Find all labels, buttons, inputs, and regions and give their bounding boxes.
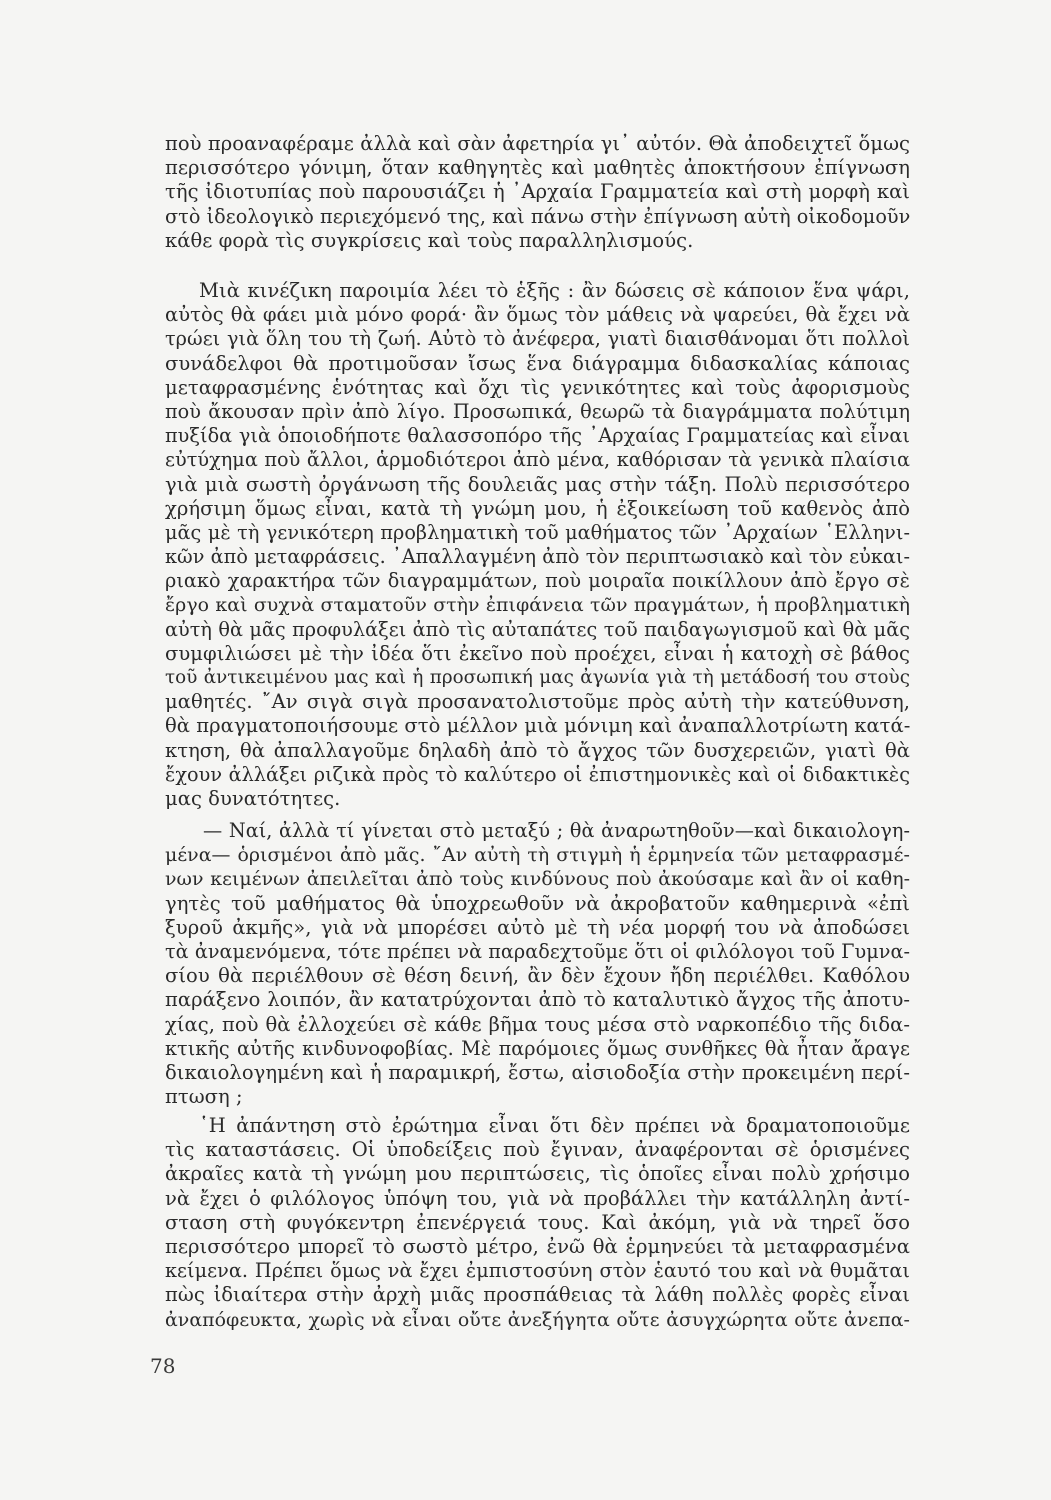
text-line: παράξενο λοιπόν, ἂν κατατρύχονται ἀπὸ τὸ καταλυτικὸ ἄγχος τῆς ἀποτυ-	[165, 988, 910, 1012]
text-line: συμφιλιώσει μὲ τὴν ἰδέα ὅτι ἐκεῖνο ποὺ προέχει, εἶναι ἡ κατοχὴ σὲ βάθος	[165, 641, 910, 665]
text-line: ἔργο καὶ συχνὰ σταματοῦν στὴν ἐπιφάνεια τῶν πραγμάτων, ἡ προβληματικὴ	[165, 594, 910, 617]
page-number: 78	[150, 1354, 176, 1378]
text-line: κάθε φορὰ τὶς συγκρίσεις καὶ τοὺς παραλληλισμούς.	[165, 228, 694, 252]
text-line: χίας, ποὺ θὰ ἐλλοχεύει σὲ κάθε βῆμα τους μέσα στὸ ναρκοπέδιο τῆς διδα-	[165, 1012, 910, 1036]
text-line: πτωση ;	[165, 1085, 243, 1109]
text-line: μᾶς μὲ τὴ γενικότερη προβληματικὴ τοῦ μαθήματος τῶν ᾿Αρχαίων ῾Ελληνι-	[165, 520, 910, 544]
text-line: κτηση, θὰ ἀπαλλαγοῦμε δηλαδὴ ἀπὸ τὸ ἄγχος τῶν δυσχερειῶν, γιατὶ θὰ	[165, 738, 910, 762]
text-line: ποὺ ἄκουσαν πρὶν ἀπὸ λίγο. Προσωπικά, θεωρῶ τὰ διαγράμματα πολύτιμη	[165, 399, 910, 423]
paragraph-3	[165, 819, 910, 1109]
text-line: νων κειμένων ἀπειλεῖται ἀπὸ τοὺς κινδύνους ποὺ ἀκούσαμε καὶ ἂν οἱ καθη-	[165, 868, 910, 891]
text-line: ποὺ προαναφέραμε ἀλλὰ καὶ σὰν ἀφετηρία γι᾿ αὐτόν. Θὰ ἀποδειχτεῖ ὅμως	[165, 132, 910, 155]
text-line: τοῦ ἀντικειμένου μας καὶ ἡ προσωπική μας ἀγωνία γιὰ τὴ μετάδοσή του στοὺς	[165, 667, 910, 688]
text-line: γιὰ μιὰ σωστὴ ὀργάνωση τῆς δουλειᾶς μας στὴν τάξη. Πολὺ περισσότερο	[165, 472, 910, 496]
text-line: χρήσιμη ὅμως εἶναι, κατὰ τὴ γνώμη μου, ἡ ἐξοικείωση τοῦ καθενὸς ἀπὸ	[165, 496, 910, 520]
text-line: πὼς ἰδιαίτερα στὴν ἀρχὴ μιᾶς προσπάθειας τὰ λάθη πολλὲς φορὲς εἶναι	[165, 1283, 910, 1307]
text-line: ξυροῦ ἀκμῆς», γιὰ νὰ μπορέσει αὐτὸ μὲ τὴ νέα μορφή του νὰ ἀποδώσει	[165, 915, 910, 939]
text-line: πυξίδα γιὰ ὁποιοδήποτε θαλασσοπόρο τῆς ᾿Αρχαίας Γραμματείας καὶ εἶναι	[165, 424, 910, 448]
text-line: δικαιολογημένη καὶ ἡ παραμικρή, ἔστω, αἰσιοδοξία στὴν προκειμένη περί-	[165, 1060, 910, 1084]
text-line: ριακὸ χαρακτήρα τῶν διαγραμμάτων, ποὺ μοιραῖα ποικίλλουν ἀπὸ ἔργο σὲ	[165, 569, 910, 593]
text-line: νὰ ἔχει ὁ φιλόλογος ὑπόψη του, γιὰ νὰ προβάλλει τὴν κατάλληλη ἀντί-	[165, 1186, 910, 1210]
text-line: τὶς καταστάσεις. Οἱ ὑποδείξεις ποὺ ἔγιναν, ἀναφέρονται σὲ ὁρισμένες	[165, 1138, 910, 1162]
text-line: μεταφρασμένης ἑνότητας καὶ ὄχι τὶς γενικότητες καὶ τοὺς ἀφορισμοὺς	[165, 375, 910, 399]
text-line: μένα— ὁρισμένοι ἀπὸ μᾶς. ῎Αν αὐτὴ τὴ στιγμὴ ἡ ἑρμηνεία τῶν μεταφρασμέ-	[165, 844, 910, 867]
text-line: τῆς ἰδιοτυπίας ποὺ παρουσιάζει ἡ ᾿Αρχαία Γραμματεία καὶ στὴ μορφὴ καὶ	[165, 180, 910, 204]
text-line: κτικῆς αὐτῆς κινδυνοφοβίας. Μὲ παρόμοιες ὅμως συνθῆκες θὰ ἦταν ἄραγε	[165, 1036, 910, 1060]
paragraph-4	[165, 1114, 910, 1332]
paragraph-1	[165, 132, 910, 253]
paragraph-2	[165, 279, 910, 811]
text-line: μαθητές. ῎Αν σιγὰ σιγὰ προσανατολιστοῦμε πρὸς αὐτὴ τὴν κατεύθυνση,	[165, 690, 910, 714]
text-line: εὐτύχημα ποὺ ἄλλοι, ἁρμοδιότεροι ἀπὸ μένα, καθόρισαν τὰ γενικὰ πλαίσια	[165, 448, 910, 472]
text-line: ῾Η ἀπάντηση στὸ ἐρώτημα εἶναι ὅτι δὲν πρέπει νὰ δραματοποιοῦμε	[199, 1114, 910, 1137]
text-line: σίου θὰ περιέλθουν σὲ θέση δεινή, ἂν δὲν ἔχουν ἤδη περιέλθει. Καθόλου	[165, 964, 910, 988]
text-line: συνάδελφοι θὰ προτιμοῦσαν ἴσως ἕνα διάγραμμα διδασκαλίας κάποιας	[165, 351, 910, 375]
text-line: — Ναί, ἀλλὰ τί γίνεται στὸ μεταξύ ; θὰ ἀναρωτηθοῦν—καὶ δικαιολογη-	[203, 819, 910, 842]
text-line: σταση στὴ φυγόκεντρη ἐπενέργειά τους. Καὶ ἀκόμη, γιὰ νὰ τηρεῖ ὅσο	[165, 1210, 910, 1234]
text-line: ἔχουν ἀλλάξει ριζικὰ πρὸς τὸ καλύτερο οἱ ἐπιστημονικὲς καὶ οἱ διδακτικὲς	[165, 762, 910, 786]
text-line: κῶν ἀπὸ μεταφράσεις. ᾿Απαλλαγμένη ἀπὸ τὸν περιπτωσιακὸ καὶ τὸν εὐκαι-	[165, 545, 910, 569]
text-line: Μιὰ κινέζικη παροιμία λέει τὸ ἑξῆς : ἂν δώσεις σὲ κάποιον ἕνα ψάρι,	[199, 279, 910, 302]
text-line: περισσότερο μπορεῖ τὸ σωστὸ μέτρο, ἐνῶ θὰ ἑρμηνεύει τὰ μεταφρασμένα	[165, 1234, 910, 1258]
text-line: ἀναπόφευκτα, χωρὶς νὰ εἶναι οὔτε ἀνεξήγητα οὔτε ἀσυγχώρητα οὔτε ἀνεπα-	[165, 1308, 910, 1331]
text-line: κείμενα. Πρέπει ὅμως νὰ ἔχει ἐμπιστοσύνη στὸν ἑαυτό του καὶ νὰ θυμᾶται	[165, 1259, 910, 1283]
text-line: αὐτὴ θὰ μᾶς προφυλάξει ἀπὸ τὶς αὐταπάτες τοῦ παιδαγωγισμοῦ καὶ θὰ μᾶς	[165, 617, 910, 641]
text-line: περισσότερο γόνιμη, ὅταν καθηγητὲς καὶ μαθητὲς ἀποκτήσουν ἐπίγνωση	[165, 156, 910, 180]
text-line: αὐτὸς θὰ φάει μιὰ μόνο φορά· ἂν ὅμως τὸν μάθεις νὰ ψαρεύει, θὰ ἔχει νὰ	[165, 303, 910, 327]
text-line: μας δυνατότητες.	[165, 786, 341, 810]
text-line: γητὲς τοῦ μαθήματος θὰ ὑποχρεωθοῦν νὰ ἀκροβατοῦν καθημερινὰ «ἐπὶ	[165, 891, 910, 915]
text-line: στὸ ἰδεολογικὸ περιεχόμενό της, καὶ πάνω στὴν ἐπίγνωση αὐτὴ οἰκοδομοῦν	[165, 204, 911, 228]
text-line: τὰ ἀναμενόμενα, τότε πρέπει νὰ παραδεχτοῦμε ὅτι οἱ φιλόλογοι τοῦ Γυμνα-	[165, 939, 910, 963]
text-line: θὰ πραγματοποιήσουμε στὸ μέλλον μιὰ μόνιμη καὶ ἀναπαλλοτρίωτη κατά-	[165, 714, 911, 738]
text-line: ἀκραῖες κατὰ τὴ γνώμη μου περιπτώσεις, τὶς ὁποῖες εἶναι πολὺ χρήσιμο	[165, 1162, 910, 1186]
text-line: τρώει γιὰ ὅλη του τὴ ζωή. Αὐτὸ τὸ ἀνέφερα, γιατὶ διαισθάνομαι ὅτι πολλοὶ	[165, 327, 910, 351]
